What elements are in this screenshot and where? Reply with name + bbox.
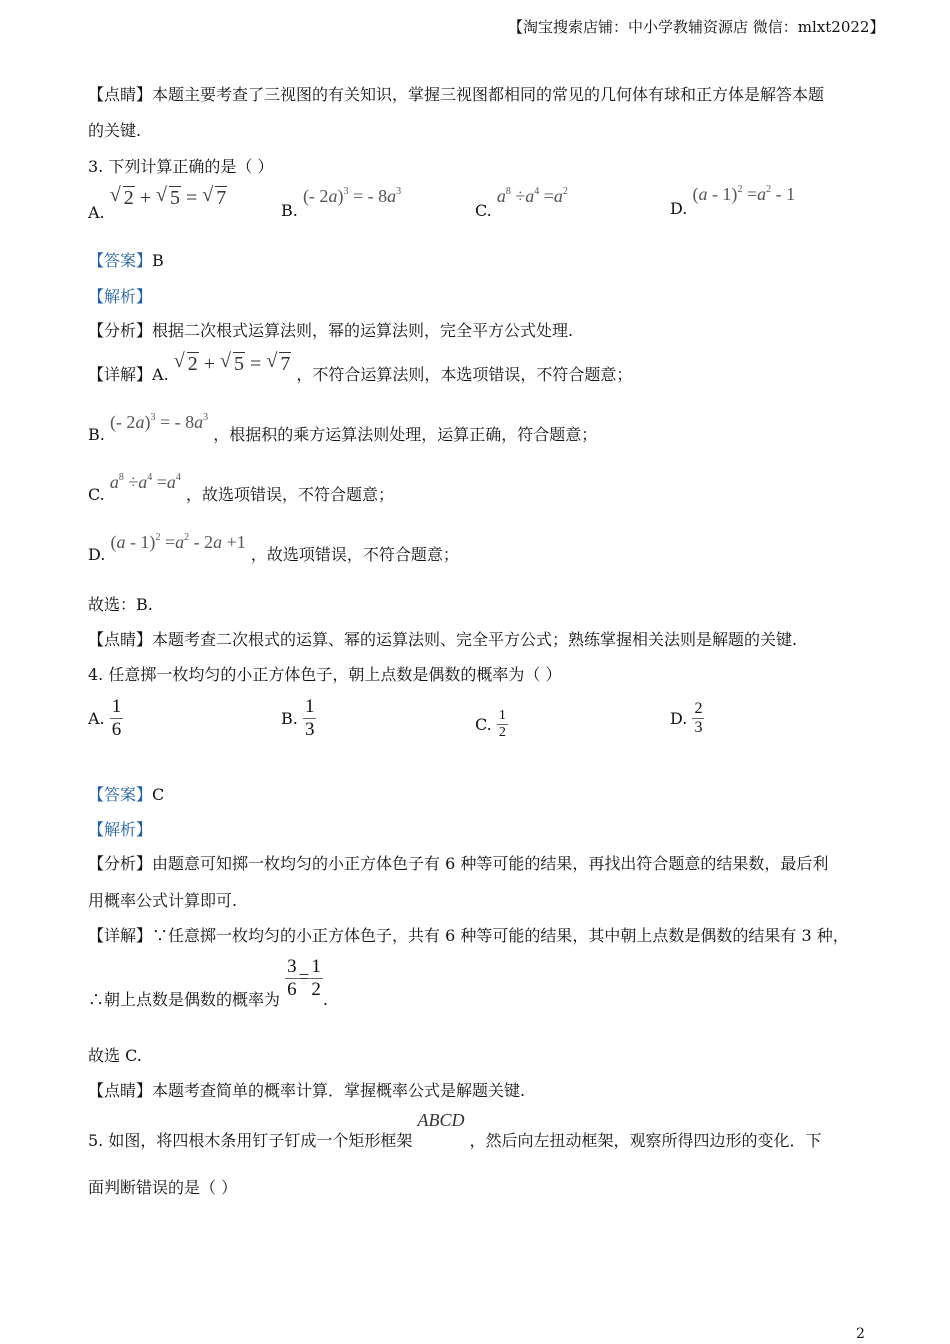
q4-fenxi-line1: [88, 851, 828, 874]
period: .: [322, 990, 328, 1009]
q3-stem: 3. 下列计算正确的是（ ）: [88, 157, 274, 176]
comment-text: 本题考查简单的概率计算．掌握概率公式是解题关键.: [152, 1081, 526, 1100]
abcd-label: ABCD: [417, 1110, 465, 1130]
q4-comment: [88, 1078, 525, 1101]
option-label: A.: [88, 203, 105, 222]
option-label: D.: [670, 199, 688, 218]
q3-detail-d: [88, 532, 459, 565]
answer-value: C: [152, 785, 165, 804]
option-label: C.: [475, 201, 492, 220]
stem-text: ，然后向左扭动框架，观察所得四边形的变化．下: [469, 1131, 822, 1150]
q4-detail-line2: [88, 956, 328, 1010]
detail-text: ，不符合运算法则，本选项错误，不符合题意；: [296, 365, 633, 384]
q4-option-c: [475, 708, 508, 741]
option-label: C.: [475, 715, 492, 734]
q3-option-c: [475, 186, 568, 220]
page-number: 2: [856, 1326, 865, 1342]
fenxi-text: 根据二次根式运算法则，幂的运算法则，完全平方公式处理.: [152, 321, 574, 340]
comment-text: 本题主要考查了三视图的有关知识，掌握三视图都相同的常见的几何体有球和正方体是解答本题: [152, 85, 825, 104]
q3-fenxi: [88, 318, 573, 341]
detail-tag: 【详解】: [88, 365, 153, 384]
q3-analysis-tag: 【解析】: [88, 287, 153, 306]
formula-d: $(a - 1)^2 =a^2 - 1$: [692, 184, 796, 204]
q4-analysis-tag: 【解析】: [88, 820, 153, 839]
detail-label: A.: [152, 365, 169, 384]
formula-c: $a^8 \div a^4 =a^2$: [496, 186, 568, 206]
formula-b: (- 2a)$^3$ = - $8a^3$: [302, 186, 402, 206]
q4-answer: [88, 782, 164, 805]
q3-answer: [88, 248, 164, 271]
option-label: B.: [281, 201, 298, 220]
fraction-1-2: $\frac{1}{2}$: [498, 708, 506, 740]
page-header: 【淘宝搜索店铺：中小学教辅资源店 微信：mlxt2022】: [508, 18, 885, 36]
q4-detail-line1: [88, 923, 849, 946]
option-label: A.: [88, 709, 105, 728]
q4-option-a: [88, 696, 123, 741]
fraction-1-6: $\frac{1}{6}$: [111, 696, 122, 740]
answer-value: B: [152, 251, 164, 270]
q4-stem: 4. 任意掷一枚均匀的小正方体色子，朝上点数是偶数的概率为（ ）: [88, 665, 562, 684]
fenxi-text: 由题意可知掷一枚均匀的小正方体色子有 6 种等可能的结果，再找出符合题意的结果数，最后利: [152, 854, 829, 873]
fraction-3-6: $\frac{3}{6}$: [287, 956, 297, 1000]
fraction-1-2-result: $\frac{1}{2}$: [311, 956, 321, 1000]
q3-detail-a: [88, 352, 632, 385]
detail-text: ，故选项错误，不符合题意；: [186, 485, 395, 504]
detail-label: C.: [88, 485, 105, 504]
detail-text: ∵任意掷一枚均匀的小正方体色子，共有 6 种等可能的结果，其中朝上点数是偶数的结果有 3 种，: [152, 926, 849, 945]
comment-tag: 【点睛】: [88, 630, 153, 649]
detail-text: ，故选项错误，不符合题意；: [250, 545, 459, 564]
detail-formula-c: $a^8 \div a^4 =a^4$: [109, 472, 181, 492]
stem-text: 5. 如图，将四根木条用钉子钉成一个矩形框架: [88, 1131, 413, 1150]
detail-formula-a: √ 2 + √ 5 = √ 7: [174, 353, 292, 375]
q3-option-d: [670, 184, 795, 218]
detail-label: D.: [88, 545, 106, 564]
answer-tag: 【答案】: [88, 785, 153, 804]
detail-text: ，根据积的乘方运算法则处理，运算正确，符合题意；: [213, 425, 598, 444]
comment-text: 本题考查二次根式的运算、幂的运算法则、完全平方公式；熟练掌握相关法则是解题的关键.: [152, 630, 798, 649]
q3-comment: [88, 627, 797, 650]
detail-formula-b: (- 2a)$^3$ = - $8a^3$: [109, 412, 209, 432]
q4-choose: 故选 C.: [88, 1046, 142, 1065]
q3-option-a: [88, 186, 227, 222]
fraction-2-3: $\frac{2}{3}$: [694, 700, 703, 736]
q4-option-b: [281, 696, 316, 741]
q3-option-b: [281, 186, 401, 220]
option-label: D.: [670, 709, 688, 728]
fenxi-tag: 【分析】: [88, 854, 153, 873]
q4-option-d: [670, 700, 704, 737]
option-label: B.: [281, 709, 298, 728]
detail-tag: 【详解】: [88, 926, 153, 945]
fenxi-tag: 【分析】: [88, 321, 153, 340]
detail-text: ∴朝上点数是偶数的概率为: [88, 990, 281, 1009]
q3-detail-c: [88, 472, 394, 505]
detail-formula-d: $(a - 1)^2 =a^2 - 2a +1$: [110, 532, 246, 552]
q3-choose: 故选：B.: [88, 595, 153, 614]
detail-label: B.: [88, 425, 105, 444]
equals-sign: =: [298, 967, 310, 988]
prev-comment-line1: [88, 82, 824, 105]
comment-tag: 【点睛】: [88, 1081, 153, 1100]
formula-a: √ 2 + √ 5 = √ 7: [110, 187, 228, 209]
answer-tag: 【答案】: [88, 251, 153, 270]
fraction-1-3: $\frac{1}{3}$: [304, 696, 315, 740]
q5-stem-line2: 面判断错误的是（ ）: [88, 1178, 238, 1197]
q5-stem-line1: [88, 1110, 822, 1151]
prev-comment-line2: 的关键.: [88, 121, 142, 140]
comment-tag: 【点睛】: [88, 85, 153, 104]
q3-detail-b: [88, 412, 597, 445]
q4-fenxi-line2: 用概率公式计算即可.: [88, 891, 238, 910]
